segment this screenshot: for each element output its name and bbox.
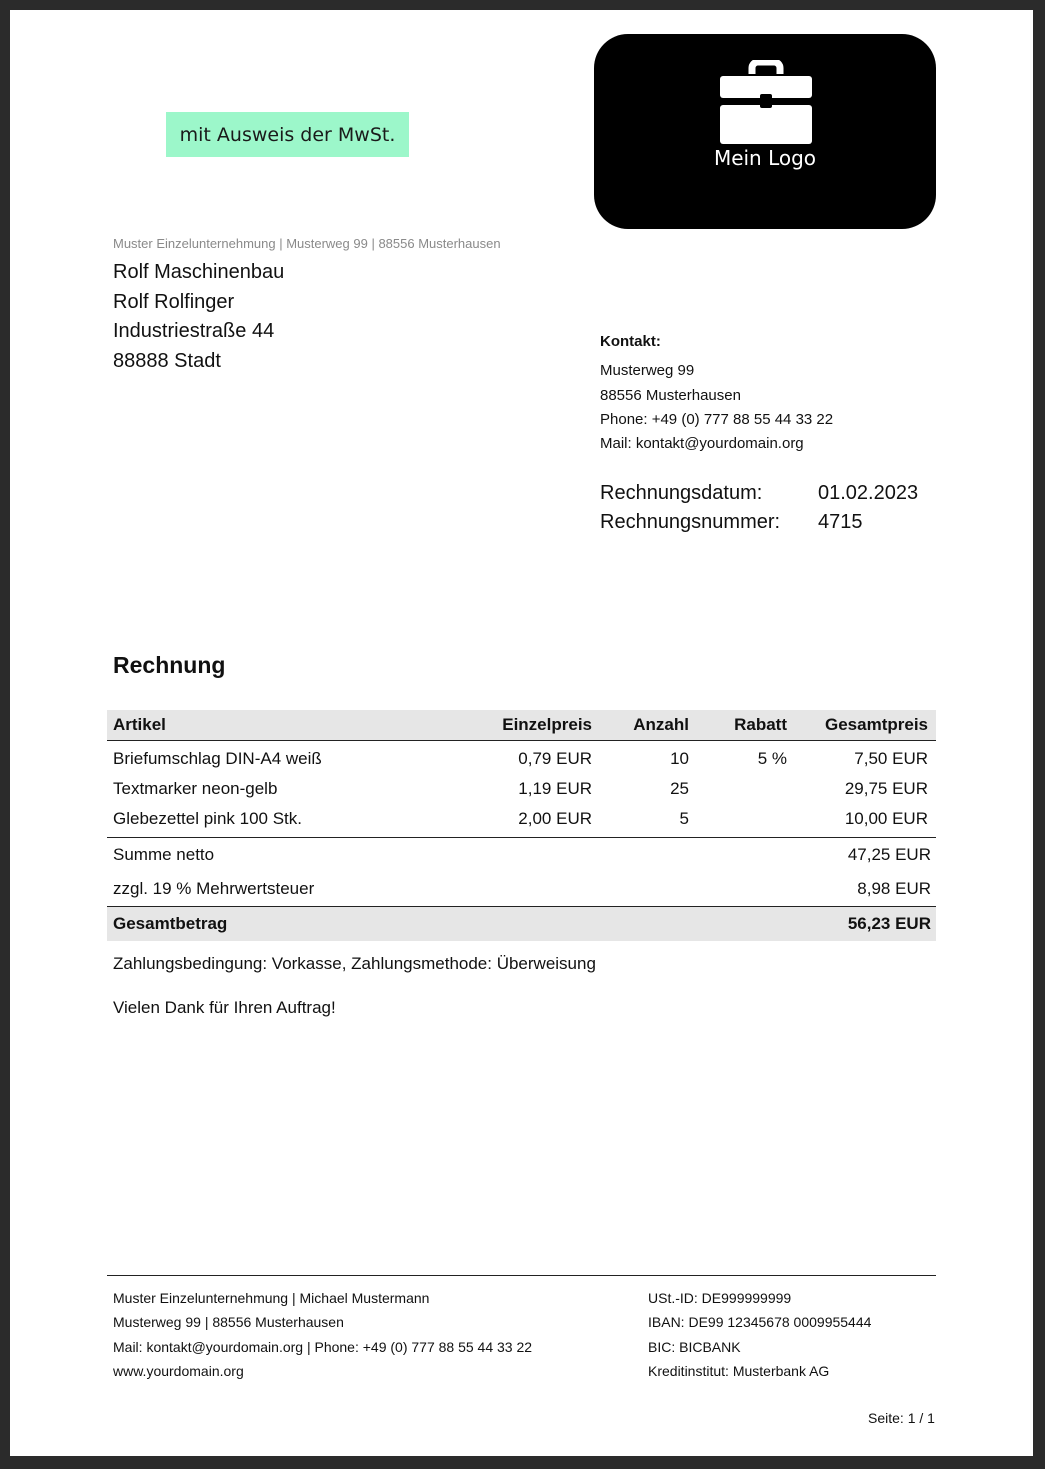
tax-row bbox=[107, 872, 936, 906]
total-row bbox=[107, 906, 936, 941]
recipient-company: Rolf Maschinenbau bbox=[113, 261, 285, 283]
total-value: 56,23 EUR bbox=[847, 914, 931, 933]
table-row bbox=[107, 804, 936, 834]
briefcase-icon bbox=[718, 60, 814, 146]
footer-company-name: Muster Einzelunternehmung | Michael Mustermann bbox=[113, 1290, 430, 1306]
vat-badge: mit Ausweis der MwSt. bbox=[166, 112, 409, 157]
cell-anzahl: 5 bbox=[679, 809, 689, 828]
sum-block bbox=[107, 837, 936, 906]
contact-block bbox=[600, 330, 833, 456]
invoice-date-value: 01.02.2023 bbox=[818, 482, 919, 504]
cell-gesamtpreis: 29,75 EUR bbox=[844, 779, 928, 798]
page-number: Seite: 1 / 1 bbox=[868, 1410, 935, 1426]
net-sum-row bbox=[107, 838, 936, 872]
invoice-table bbox=[107, 710, 936, 941]
invoice-number-label: Rechnungsnummer: bbox=[600, 511, 781, 533]
recipient-street: Industriestraße 44 bbox=[113, 320, 275, 342]
invoice-page bbox=[10, 10, 1033, 1456]
company-logo bbox=[594, 34, 936, 229]
cell-artikel: Briefumschlag DIN-A4 weiß bbox=[113, 749, 322, 768]
footer-company-info bbox=[113, 1286, 532, 1384]
header-einzelpreis: Einzelpreis bbox=[502, 715, 592, 734]
recipient-address bbox=[113, 258, 284, 376]
logo-text: Mein Logo bbox=[713, 146, 817, 170]
contact-city: 88556 Musterhausen bbox=[600, 386, 741, 404]
contact-heading: Kontakt: bbox=[600, 333, 661, 350]
footer-vat-id: USt.-ID: DE999999999 bbox=[648, 1290, 792, 1306]
tax-value: 8,98 EUR bbox=[857, 879, 931, 898]
cell-einzelpreis: 0,79 EUR bbox=[518, 749, 592, 768]
cell-rabatt: 5 % bbox=[757, 749, 787, 768]
recipient-city: 88888 Stadt bbox=[113, 349, 221, 372]
footer-website: www.yourdomain.org bbox=[113, 1363, 244, 1380]
footer-divider bbox=[107, 1275, 936, 1276]
tax-label: zzgl. 19 % Mehrwertsteuer bbox=[113, 879, 315, 898]
net-sum-value: 47,25 EUR bbox=[847, 845, 931, 864]
cell-anzahl: 10 bbox=[670, 749, 689, 768]
invoice-number-row bbox=[600, 508, 918, 537]
cell-anzahl: 25 bbox=[670, 779, 689, 798]
invoice-number-value: 4715 bbox=[818, 511, 863, 533]
header-gesamtpreis: Gesamtpreis bbox=[825, 715, 928, 734]
document-title: Rechnung bbox=[113, 652, 226, 678]
contact-mail: Mail: kontakt@yourdomain.org bbox=[600, 435, 804, 453]
footer-bank: Kreditinstitut: Musterbank AG bbox=[648, 1363, 830, 1380]
cell-artikel: Glebezettel pink 100 Stk. bbox=[113, 809, 303, 828]
sender-address-line: Muster Einzelunternehmung | Musterweg 99 | 88556 Musterhausen bbox=[113, 236, 501, 251]
header-anzahl: Anzahl bbox=[633, 715, 689, 734]
payment-terms: Zahlungsbedingung: Vorkasse, Zahlungsmethode: Überweisung bbox=[113, 954, 596, 973]
cell-einzelpreis: 2,00 EUR bbox=[518, 809, 592, 828]
thank-you-note: Vielen Dank für Ihren Auftrag! bbox=[113, 998, 336, 1017]
cell-gesamtpreis: 10,00 EUR bbox=[844, 809, 928, 828]
contact-phone: Phone: +49 (0) 777 88 55 44 33 22 bbox=[600, 410, 834, 428]
cell-einzelpreis: 1,19 EUR bbox=[518, 779, 592, 798]
table-row bbox=[107, 774, 936, 804]
header-rabatt: Rabatt bbox=[734, 715, 787, 734]
footer-bank-info bbox=[648, 1286, 871, 1384]
footer-bic: BIC: BICBANK bbox=[648, 1338, 741, 1355]
net-sum-label: Summe netto bbox=[113, 845, 215, 864]
table-row bbox=[107, 744, 936, 774]
cell-artikel: Textmarker neon-gelb bbox=[113, 779, 278, 798]
recipient-person: Rolf Rolfinger bbox=[113, 290, 235, 313]
contact-street: Musterweg 99 bbox=[600, 362, 695, 380]
footer-address: Musterweg 99 | 88556 Musterhausen bbox=[113, 1314, 344, 1331]
invoice-meta bbox=[600, 479, 918, 537]
invoice-date-row bbox=[600, 479, 918, 508]
footer-contact: Mail: kontakt@yourdomain.org | Phone: +49 (0) 777 88 55 44 33 22 bbox=[113, 1338, 533, 1355]
header-artikel: Artikel bbox=[113, 715, 166, 734]
table-header bbox=[107, 710, 936, 741]
total-label: Gesamtbetrag bbox=[113, 914, 228, 933]
footer-iban: IBAN: DE99 12345678 0009955444 bbox=[648, 1314, 872, 1331]
invoice-date-label: Rechnungsdatum: bbox=[600, 482, 763, 504]
cell-gesamtpreis: 7,50 EUR bbox=[854, 749, 928, 768]
